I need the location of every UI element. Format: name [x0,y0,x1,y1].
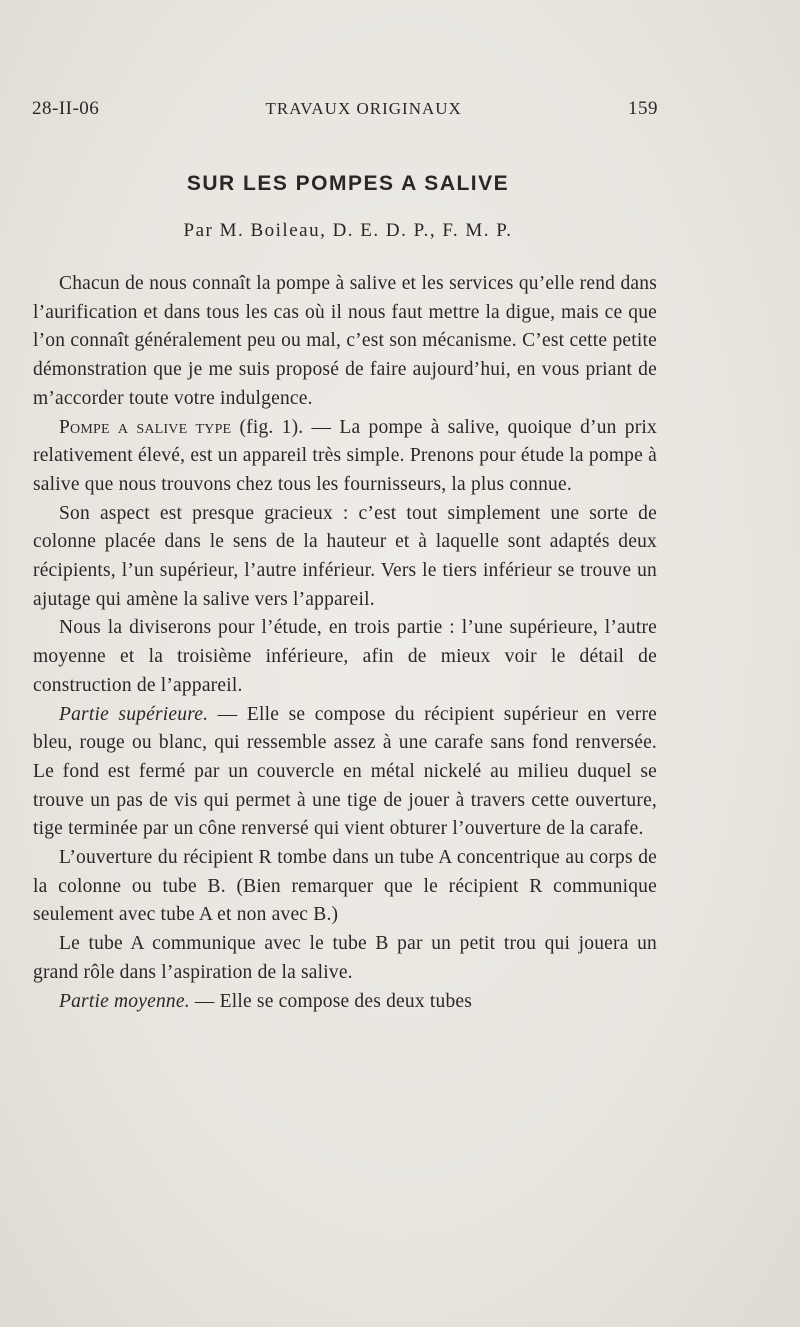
article-title: SUR LES POMPES A SALIVE [186,172,510,195]
paragraph [33,844,657,930]
paragraph [33,930,657,987]
paragraph-text: — Elle se compose du récipient supérieur en verre bleu, rouge ou blanc, qui ressemble assez à une carafe sans fond renversée. Le fond est fermé par un couvercle en métal nickelé au milieu duquel se trouve un pas de vis qui permet à une tige de jouer à travers cette ouverture, tige terminée par un cône renversé qui vient obturer l’ouverture de la carafe. [33,703,657,840]
section-title: TRAVAUX ORIGINAUX [265,99,462,118]
paragraph-text: Son aspect est presque gracieux : c’est tout simplement une sorte de colonne placée dans le sens de la hauteur et à laquelle sont adaptés deux récipients, l’un supérieur, l’autre inférieur. Vers le tiers inférieur se trouve un ajutage qui amène la salive vers l’appareil. [33,502,657,610]
paragraph [33,270,657,414]
paragraph-text: Chacun de nous connaît la pompe à salive et les services qu’elle rend dans l’aurification et dans tous les cas où il nous faut mettre la digue, mais ce que l’on connaît généralement peu ou mal, c’est son mécanisme. C’est cette petite démonstration que je me suis proposé de faire aujourd’hui, en vous priant de m’accorder toute votre indulgence. [33,273,657,409]
paragraph-text: Nous la diviserons pour l’étude, en trois partie : l’une supérieure, l’autre moyenne et la troisième inférieure, afin de mieux voir le détail de construction de l’appareil. [33,617,657,696]
issue-date: 28-II-06 [32,98,100,119]
paragraph [33,988,657,1017]
paragraph-text: — Elle se compose des deux tubes [189,990,473,1012]
paragraph [33,701,657,845]
byline: Par M. Boileau, D. E. D. P., F. M. P. [183,220,513,241]
paragraph-lead: Partie supérieure. [59,703,209,725]
paragraph [33,414,657,500]
paragraph-lead: Pompe a salive type [59,416,232,438]
paragraph-text: (fig. 1). — La pompe à salive, quoique d’un prix relativement élevé, est un appareil très simple. Prenons pour étude la pompe à salive que nous trouvons chez tous les fournisseurs, la plus connue. [33,416,657,495]
article-body [33,270,657,1016]
paragraph [33,500,657,615]
paragraph-lead: Partie moyenne. [59,990,190,1012]
paragraph [33,614,657,700]
running-head [32,98,658,120]
paragraph-text: Le tube A communique avec le tube B par un petit trou qui jouera un grand rôle dans l’aspiration de la salive. [33,933,657,983]
page-number: 159 [627,98,658,119]
paragraph-text: L’ouverture du récipient R tombe dans un tube A concentrique au corps de la colonne ou tube B. (Bien remarquer que le récipient R communique seulement avec tube A et non avec B.) [33,847,657,926]
